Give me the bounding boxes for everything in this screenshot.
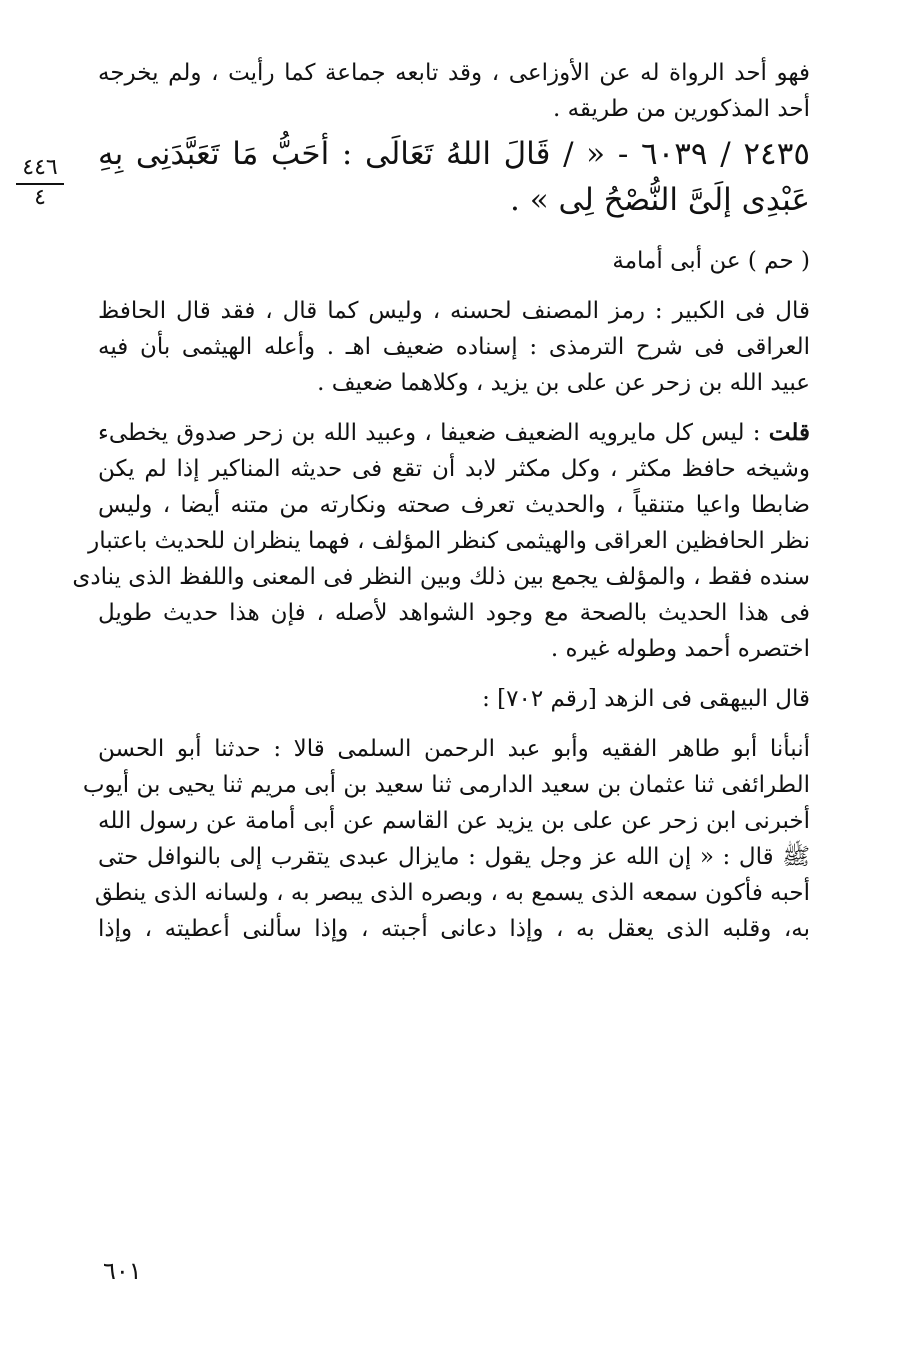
text-line: ضابطا واعيا متنقياً ، والحديث تعرف صحته ونكارته من متنه أيضا ، وليس xyxy=(98,492,810,518)
hadith-source: ( حم ) عن أبى أمامة xyxy=(612,248,810,274)
hadith-text xyxy=(98,131,810,223)
paragraph-2 xyxy=(98,293,810,401)
text-line: نظر الحافظين العراقى والهيثمى كنظر المؤلف ، فهما ينظران للحديث باعتبار xyxy=(88,528,810,554)
text-line: به، وقلبه الذى يعقل به ، وإذا دعانى أجبته ، وإذا سألنى أعطيته ، وإذا xyxy=(98,916,810,942)
paragraph-4: قال البيهقى فى الزهد [رقم ٧٠٢] : xyxy=(482,686,810,712)
text-line: الطرائفى ثنا عثمان بن سعيد الدارمى ثنا سعيد بن أبى مريم ثنا يحيى بن أيوب xyxy=(82,772,810,798)
margin-ref-bottom: ٤ xyxy=(34,185,46,210)
text-line: أحبه فأكون سمعه الذى يسمع به ، وبصره الذى يبصر به ، ولسانه الذى ينطق xyxy=(94,880,810,906)
text-line: العراقى فى شرح الترمذى : إسناده ضعيف اهـ . وأعله الهيثمى بأن فيه xyxy=(98,334,810,360)
text-line: سنده فقط ، والمؤلف يجمع بين ذلك وبين النظر فى المعنى واللفظ الذى ينادى xyxy=(72,564,810,590)
margin-reference xyxy=(16,155,64,211)
text-line: فهو أحد الرواة له عن الأوزاعى ، وقد تابعه جماعة كما رأيت ، ولم يخرجه xyxy=(98,60,810,86)
hadith-line: ٢٤٣٥ / ٦٠٣٩ - « / قَالَ اللهُ تَعَالَى : أحَبُّ مَا تَعَبَّدَنِى بِهِ xyxy=(98,136,810,172)
text-line: عبيد الله بن زحر عن على بن يزيد ، وكلاهما ضعيف . xyxy=(317,370,810,396)
text-line: وشيخه حافظ مكثر ، وكل مكثر لابد أن تقع فى حديثه المناكير إذا لم يكن xyxy=(98,456,810,482)
text-line: أخبرنى ابن زحر عن على بن يزيد عن القاسم عن أبى أمامة عن رسول الله xyxy=(98,808,810,834)
paragraph-1 xyxy=(98,55,810,127)
text-line: اختصره أحمد وطوله غيره . xyxy=(550,636,810,662)
qult-label: قلت xyxy=(768,419,810,446)
paragraph-3 xyxy=(72,415,810,667)
paragraph-5 xyxy=(82,731,810,947)
text-line: أنبأنا أبو طاهر الفقيه وأبو عبد الرحمن السلمى قالا : حدثنا أبو الحسن xyxy=(98,736,810,762)
page-number: ٦٠١ xyxy=(103,1257,142,1285)
text-line xyxy=(98,415,810,451)
text-line: قال فى الكبير : رمز المصنف لحسنه ، وليس كما قال ، فقد قال الحافظ xyxy=(98,298,810,324)
text-line: ﷺ قال : « إن الله عز وجل يقول : مايزال عبدى يتقرب إلى بالنوافل حتى xyxy=(98,844,810,870)
text-line: فى هذا الحديث بالصحة مع وجود الشواهد لأصله ، فإن هذا حديث طويل xyxy=(98,600,810,626)
hadith-line: عَبْدِى إلَىَّ النُّصْحُ لِى » . xyxy=(510,182,810,218)
text-segment: : ليس كل مايرويه الضعيف ضعيفا ، وعبيد الله بن زحر صدوق يخطىء xyxy=(98,420,761,446)
page-body xyxy=(72,55,810,947)
text-line: أحد المذكورين من طريقه . xyxy=(552,96,810,122)
margin-ref-top: ٤٤٦ xyxy=(16,155,64,185)
